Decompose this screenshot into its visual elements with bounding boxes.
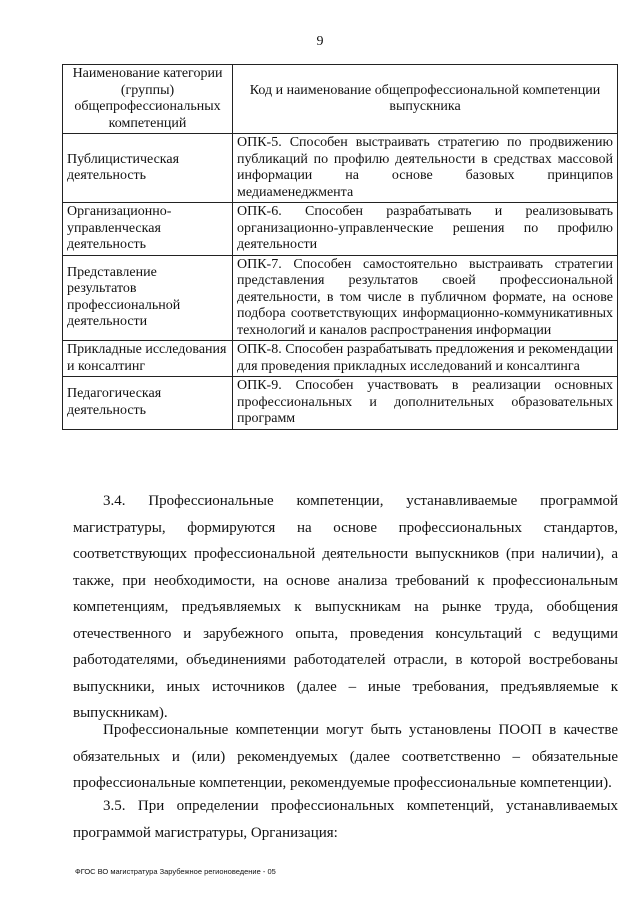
- row-competency: ОПК-7. Способен самостоятельно выстраивать стратегии представления результатов своей профессиональной деятельности, в том числе в публичном формате, на основе подбора соответствующих информационно-коммуникативных технологий и каналов распространения информации: [233, 255, 618, 341]
- table-row: [63, 341, 618, 377]
- row-category: Педагогическая деятельность: [63, 377, 233, 430]
- paragraph-3-4: [73, 488, 618, 727]
- table-row: [63, 377, 618, 430]
- competencies-table: [62, 64, 618, 430]
- row-category: Публицистическая деятельность: [63, 134, 233, 203]
- table-row: [63, 134, 618, 203]
- row-category: Представление результатов профессиональной деятельности: [63, 255, 233, 341]
- row-category: Организационно-управленческая деятельность: [63, 203, 233, 256]
- table-header-row: [63, 65, 618, 134]
- paragraph-3-5: [73, 793, 618, 846]
- row-competency: ОПК-5. Способен выстраивать стратегию по продвижению публикаций по профилю деятельности в средствах массовой информации на основе базовых принципов медиаменеджмента: [233, 134, 618, 203]
- header-code: Код и наименование общепрофессиональной компетенции выпускника: [233, 65, 618, 134]
- footer-note: ФГОС ВО магистратура Зарубежное регионоведение - 05: [75, 867, 276, 876]
- paragraph-3-5-text: 3.5. При определении профессиональных компетенций, устанавливаемых программой магистратуры, Организация:: [73, 798, 618, 841]
- paragraph-professional-competencies-text: Профессиональные компетенции могут быть установлены ПООП в качестве обязательных и (или) рекомендуемых (далее соответственно – обязательные профессиональные компетенции, рекомендуемые профессиональные компетенции).: [73, 722, 618, 791]
- paragraph-professional-competencies: [73, 717, 618, 797]
- table-row: [63, 255, 618, 341]
- row-category: Прикладные исследования и консалтинг: [63, 341, 233, 377]
- row-competency: ОПК-9. Способен участвовать в реализации основных профессиональных и дополнительных образовательных программ: [233, 377, 618, 430]
- header-category: Наименование категории (группы) общепрофессиональных компетенций: [63, 65, 233, 134]
- row-competency: ОПК-8. Способен разрабатывать предложения и рекомендации для проведения прикладных исследований и консалтинга: [233, 341, 618, 377]
- page-number: 9: [316, 34, 324, 49]
- row-competency: ОПК-6. Способен разрабатывать и реализовывать организационно-управленческие решения по профилю деятельности: [233, 203, 618, 256]
- paragraph-3-4-text: 3.4. Профессиональные компетенции, устанавливаемые программой магистратуры, формируются на основе профессиональных стандартов, соответствующих профессиональной деятельности выпускников (при наличии), а также, при необходимости, на основе анализа требований к профессиональным компетенциям, предъявляемых к выпускникам на рынке труда, обобщения отечественного и зарубежного опыта, проведения консультаций с ведущими работодателями, объединениями работодателей отрасли, в которой востребованы выпускники, иных источников (далее – иные требования, предъявляемые к выпускникам).: [73, 493, 618, 721]
- table-row: [63, 203, 618, 256]
